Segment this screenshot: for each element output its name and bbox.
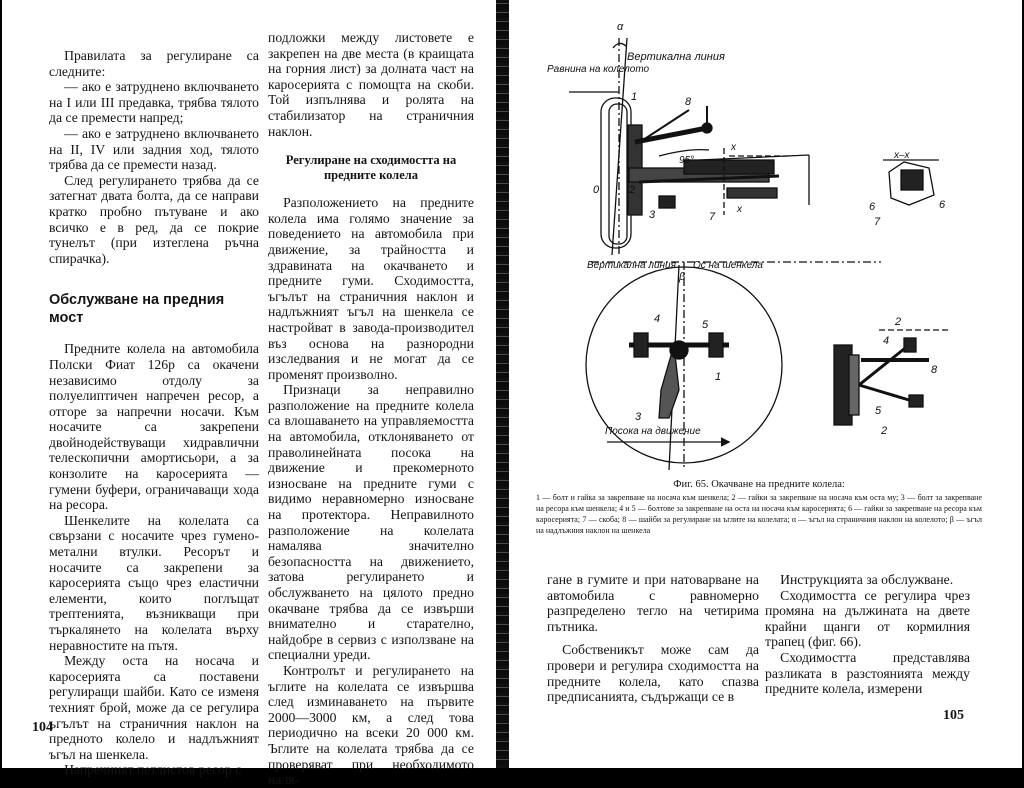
callout-6: 6: [869, 201, 876, 213]
paragraph: — ако е затруднено включването на II, IV или задния ход, тялото трябва да се премести назад.: [49, 125, 259, 173]
suspension-figure: [509, 0, 1022, 478]
callout-0: 0: [593, 184, 600, 196]
paragraph: Сходимостта представлява разликата в разстоянията между предните колела, измерени: [765, 649, 970, 697]
callout-8: 8: [931, 364, 938, 376]
paragraph: Шенкелите на колелата са свързани с носачите чрез гумено-метални втулки. Ресорът и носачите са закрепени за каросерията също чрез еластични елементи, които поглъщат трептенията, възникващи при търкалянето на колелата върху неравностите на пътя.: [49, 512, 259, 653]
callout-8: 8: [685, 96, 692, 108]
paragraph: Напречният петлистов ресор с: [64, 762, 242, 778]
wheel-plane-label: Равнина на колелото: [547, 64, 650, 75]
figure-caption-title: Фиг. 65. Окачване на предните колела:: [673, 479, 845, 490]
x-label: x: [737, 204, 742, 215]
section-heading: Регулиране на сходимостта на предните колела: [285, 153, 457, 183]
paragraph: След регулирането трябва да се затегнат двата болта, да се направи кратко пробно пътуване и ако всичко е в ред, да се покрие тунелът (при изтеглена ръчна спирачка).: [49, 172, 259, 266]
page-number: 104: [32, 720, 53, 735]
left-page-column-1: [49, 48, 259, 778]
paragraph: Признаци за неправилно разположение на предните колела са влошаването на управляемостта на автомобила, отклоняването от праволинейната посока на движение и прекомерното износване на предните гуми с видимо неравномерно износване на протектора. Неправилното разположение на колелата намалява значително безопасността на движението, затова регулирането и обслужването на цялото предно окачване трябва да се извърши внимателно и старателно, найдобре в сервиз с използване на специални уреди.: [268, 382, 474, 663]
figure-caption: [536, 478, 982, 536]
right-page-column-1: [547, 572, 759, 705]
section-xx-label: x–x: [894, 150, 910, 161]
left-page-column-2: [268, 30, 474, 788]
travel-direction-label: Посока на движение: [605, 426, 701, 437]
paragraph: Инструкцията за обслужване.: [780, 572, 954, 587]
callout-1: 1: [715, 371, 722, 383]
callout-3: 3: [635, 411, 642, 423]
callout-6: 6: [939, 199, 946, 211]
paragraph: — ако е затруднено включването на I или III предавка, трябва тялото да се премести напред;: [49, 79, 259, 126]
callout-7: 7: [709, 211, 716, 223]
figure-caption-text: 1 — болт и гайка за закрепване на носача към шенкела; 2 — гайки за закрепване на носача към оста му; 3 — болт за закрепване на ресора към шенкела; 4 и 5 — болтове за закрепване на оста на носача към каросерията; 6 — гайки за закрепване на ресора към каросерията; 7 — скоба; 8 — шайби за регулиране на ъглите на колелата; α — ъгъл на страничния наклон на колелото; β — ъгъл на надлъжния наклон на шенкела: [536, 493, 982, 535]
callout-3: 3: [649, 209, 656, 221]
section-heading: Обслужване на предния мост: [49, 292, 225, 327]
right-page-column-2: [765, 572, 970, 697]
paragraph: Предните колела на автомобила Полски Фиат 126р са окачени независимо отдолу за полуелиптичен напречен ресор, а отгоре за напречни носачи. Към носачите са закрепени двойнодействуващи хидравлични телескопични амортисьори, а за конзолите на каросерията — гумени буфери, ограничаващи хода на ресора.: [49, 341, 259, 513]
callout-2: 2: [629, 184, 636, 196]
paragraph: Сходимостта се регулира чрез промяна на дължината на двете крайни щанги от кормилния трапец (фиг. 66).: [765, 587, 970, 650]
alpha-label: α: [617, 21, 624, 33]
callout-5: 5: [702, 319, 709, 331]
paragraph: подложки между листовете е закрепен на две места (в краищата на горния лист) за долната част на каросерията с помощта на скоби. Той изпълнява и ролята на стабилизатор на страничния наклон.: [268, 30, 474, 139]
beta-label: β: [679, 271, 686, 283]
angle-label: 95°: [679, 155, 695, 166]
paragraph: Контролът и регулирането на ъглите на колелата се извършва след изминаването на първите 2000—3000 км, а след това периодично на всеки 20 000 км. Ъглите на колелата трябва да се проверяват при необходимото наля-: [268, 662, 474, 788]
page-number: 105: [943, 708, 964, 723]
vertical-line-label: Вертикална линия: [627, 51, 725, 63]
paragraph: Собственикът може сам да провери и регулира сходимостта на предните колела, като спазва предписанията, съдържащи се в: [547, 642, 759, 705]
callout-7: 7: [874, 216, 881, 228]
paragraph: Правилата за регулиране са следните:: [49, 48, 259, 79]
x-label: x: [731, 142, 736, 153]
callout-2: 2: [881, 425, 888, 437]
left-page: [2, 0, 496, 788]
book-spine: [496, 0, 509, 768]
vertical-line-label: Вертикална линия: [587, 260, 676, 271]
callout-4: 4: [654, 313, 661, 325]
paragraph: Разположението на предните колела има голямо значение за поведението на автомобила при движение, за трайността и здравината на окачването и предните гуми. Сходимостта, ъгълът на страничния наклон и надлъжният ъгъл на шенкела се настройват в завода-производител въз основа на разнородни изследвания и не могат да се променят произволно.: [268, 195, 474, 382]
callout-4: 4: [883, 335, 890, 347]
callout-2: 2: [895, 316, 902, 328]
callout-5: 5: [875, 405, 882, 417]
paragraph: Между оста на носача и каросерията са поставени регулиращи шайби. Като се изменя техният брой, може да се регулира ъгълът на страничния наклон на предното колело и надлъжният ъгъл на шенкела.: [49, 653, 259, 762]
kingpin-axis-label: Ос на шенкела: [693, 260, 763, 271]
callout-1: 1: [631, 91, 638, 103]
right-page: [509, 0, 1022, 768]
paragraph: гане в гумите и при натоварване на автомобила с равномерно разпределено тегло на четирима пътника.: [547, 572, 759, 634]
